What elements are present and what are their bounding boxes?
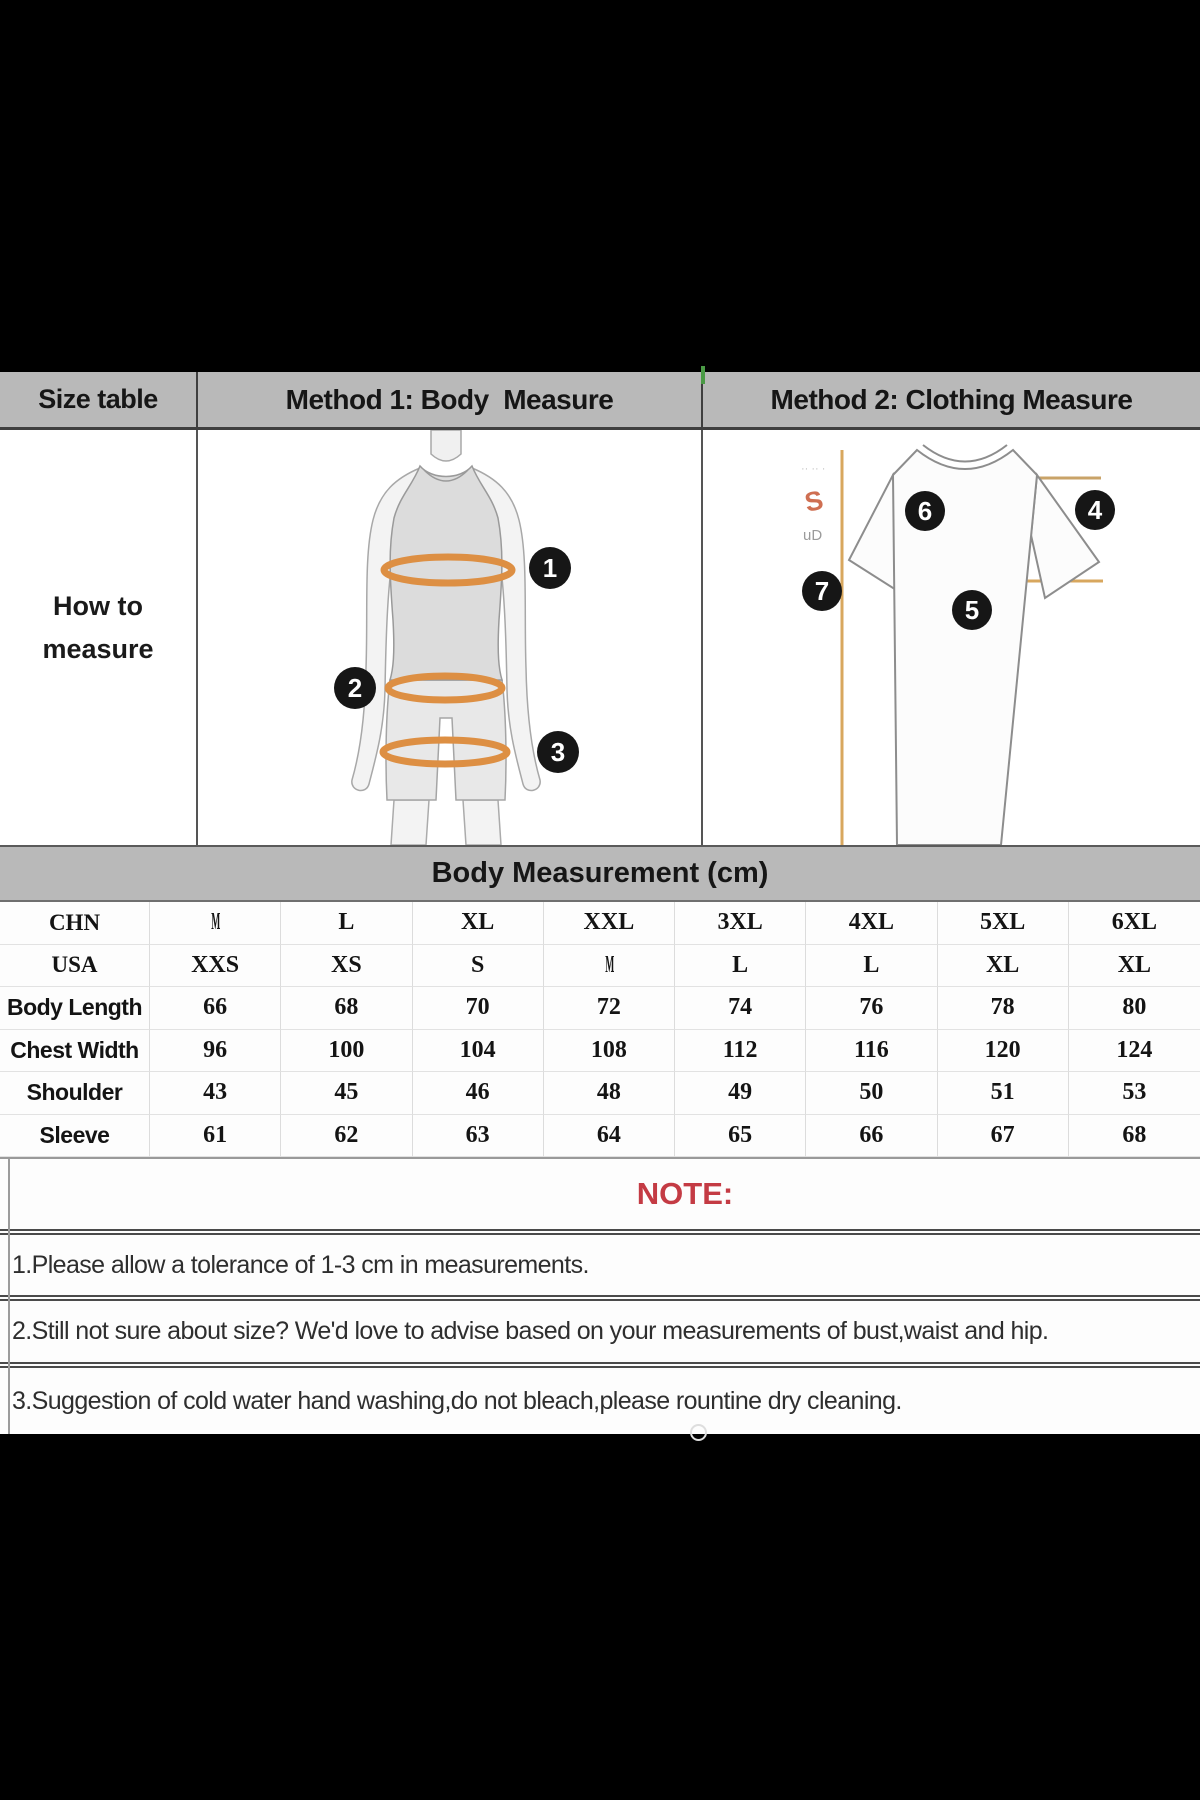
size-table-cell: S [413,945,544,988]
tank-top-outline [390,466,502,680]
size-table-cell: 76 [806,987,937,1030]
size-table-row-label: Chest Width [0,1030,150,1073]
marker-3-label: 3 [550,737,566,767]
size-table-cell: 100 [281,1030,412,1073]
size-table-cell: 67 [938,1115,1069,1158]
size-table-cell: L [675,945,806,988]
marker-4-label: 4 [1087,495,1103,525]
size-table-row-label: Shoulder [0,1072,150,1115]
note-heading-row [0,1159,1200,1229]
header-method-1: Method 1: Body Measure [198,372,703,427]
size-table-cell: 53 [1069,1072,1200,1115]
size-table-row-label: USA [0,945,150,988]
size-table-cell: 78 [938,987,1069,1030]
body-measure-diagram-cell [198,430,703,845]
size-table-cell: 49 [675,1072,806,1115]
size-table-row-label: CHN [0,902,150,945]
size-table-cell: 48 [544,1072,675,1115]
size-table-cell: XL [1069,945,1200,988]
size-table-cell: L [281,902,412,945]
page-bottom-artifact-mark [690,1424,707,1441]
size-table-cell: XS [281,945,412,988]
size-table-cell: M [150,902,281,945]
marker-7-label: 7 [814,576,830,606]
size-table-cell: 96 [150,1030,281,1073]
green-artifact-mark [701,366,705,384]
marker-5-label: 5 [964,595,980,625]
note-item-1: 1.Please allow a tolerance of 1-3 cm in measurements. [0,1229,1200,1295]
size-table-cell: XXL [544,902,675,945]
collar-line [923,445,1007,462]
size-table-cell: 4XL [806,902,937,945]
size-table-cell: XL [413,902,544,945]
size-table-row-label: Sleeve [0,1115,150,1158]
size-table-cell: 68 [1069,1115,1200,1158]
size-table-cell: 43 [150,1072,281,1115]
note-heading: NOTE: [636,1176,734,1211]
size-table-cell: 64 [544,1115,675,1158]
note-item-2: 2.Still not sure about size? We'd love to advise based on your measurements of bust,waist and hip. [0,1295,1200,1362]
size-table-cell: 68 [281,987,412,1030]
size-table-cell: XXS [150,945,281,988]
notes-section [0,1159,1200,1434]
size-table-cell: 50 [806,1072,937,1115]
size-table-cell: M [544,945,675,988]
size-table-cell: 62 [281,1115,412,1158]
how-to-measure-row [0,430,1200,845]
size-table-cell: 65 [675,1115,806,1158]
size-table-cell: 66 [150,987,281,1030]
size-table-cell: 51 [938,1072,1069,1115]
size-table-cell: 120 [938,1030,1069,1073]
marker-6-label: 6 [917,496,933,526]
size-table-cell: 74 [675,987,806,1030]
body-measurement-title-band [0,845,1200,902]
size-table-cell: 45 [281,1072,412,1115]
size-table-row-label: Body Length [0,987,150,1030]
size-table-cell: 61 [150,1115,281,1158]
size-table-cell: 80 [1069,987,1200,1030]
clothing-diagram [703,430,1198,845]
body-measurement-title: Body Measurement (cm) [431,857,769,889]
size-table-cell: 72 [544,987,675,1030]
size-table-cell: 5XL [938,902,1069,945]
size-table-cell: 63 [413,1115,544,1158]
size-table-cell: 3XL [675,902,806,945]
size-table [0,902,1200,1159]
marker-1-label: 1 [542,553,558,583]
size-table-cell: XL [938,945,1069,988]
clothing-measure-diagram-cell [703,430,1200,845]
size-table-cell: 108 [544,1030,675,1073]
size-table-cell: 112 [675,1030,806,1073]
notes-left-border [8,1159,10,1434]
size-table-cell: 124 [1069,1030,1200,1073]
size-table-cell: 104 [413,1030,544,1073]
sticker-s-mark: S [802,484,826,518]
header-size-table: Size table [0,372,198,427]
size-table-cell: 66 [806,1115,937,1158]
header-method-2: Method 2: Clothing Measure [770,383,1133,415]
size-table-cell: 70 [413,987,544,1030]
size-table-cell: 116 [806,1030,937,1073]
how-to-measure-cell [0,430,198,845]
note-item-3: 3.Suggestion of cold water hand washing,do not bleach,please rountine dry cleaning. [0,1362,1200,1434]
table-header-row [0,372,1200,430]
size-table-cell: 6XL [1069,902,1200,945]
side-small-mark: uD [803,527,823,544]
size-chart-sheet [0,372,1200,1432]
size-table-cell: L [806,945,937,988]
size-table-cell: 46 [413,1072,544,1115]
marker-2-label: 2 [347,673,363,703]
how-to-measure-label: How to measure [42,590,154,664]
body-figure-diagram [198,430,701,845]
side-dots-mark: ·· ·· · [801,463,826,475]
